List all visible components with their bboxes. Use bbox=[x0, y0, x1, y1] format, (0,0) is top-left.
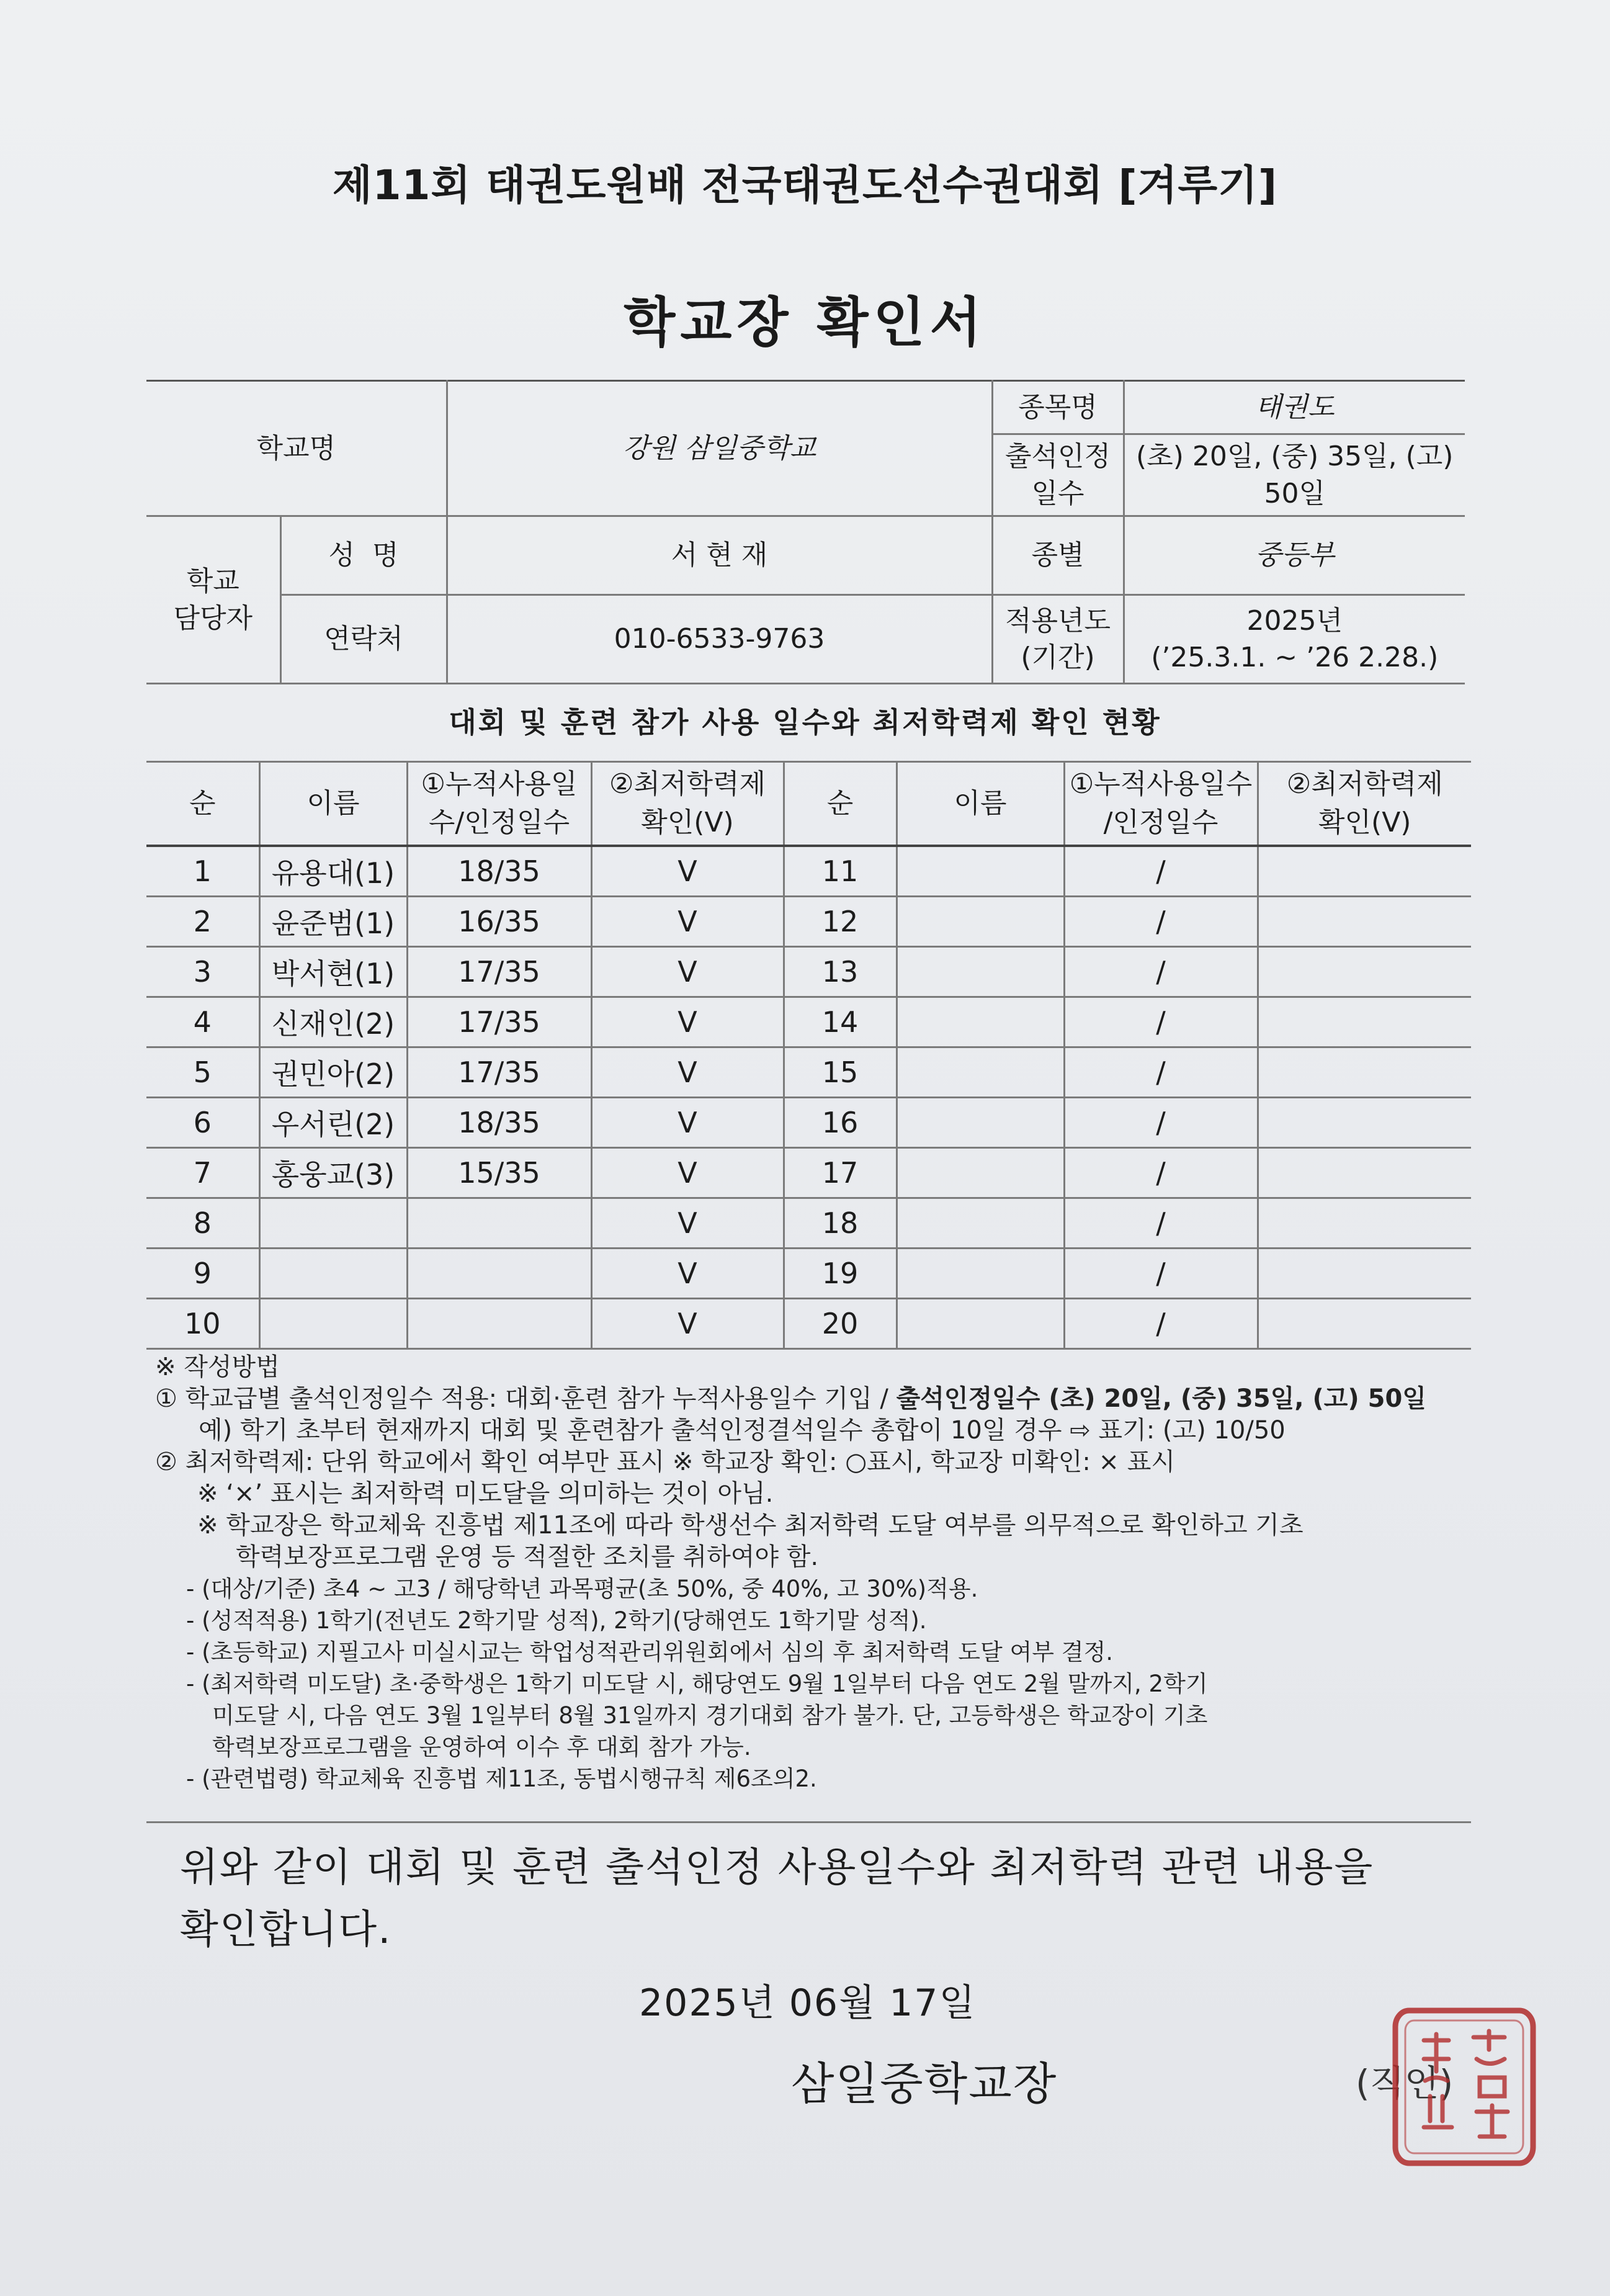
row-days-2: / bbox=[1064, 846, 1258, 897]
row-name-2 bbox=[897, 1047, 1064, 1098]
row-days-2: / bbox=[1064, 1249, 1258, 1299]
note-1-text: ① 학교급별 출석인정일수 적용: 대회·훈련 참가 누적사용일수 기입 / bbox=[155, 1384, 897, 1413]
row-check-2 bbox=[1258, 1299, 1471, 1349]
table-row bbox=[146, 1047, 1471, 1098]
table-row bbox=[146, 1249, 1471, 1299]
name-value: 서 현 재 bbox=[447, 516, 992, 595]
row-days-2: / bbox=[1064, 1047, 1258, 1098]
row-no: 1 bbox=[146, 846, 259, 897]
col-days bbox=[407, 762, 591, 846]
table-row bbox=[146, 897, 1471, 947]
row-no-2: 13 bbox=[784, 947, 897, 997]
row-days bbox=[407, 1198, 591, 1249]
col-days-line2: 수/인정일수 bbox=[428, 807, 570, 838]
notes-heading: ※ 작성방법 bbox=[155, 1353, 280, 1381]
issue-date: 2025년 06월 17일 bbox=[639, 1981, 977, 2025]
year-label bbox=[992, 595, 1124, 684]
row-check-2 bbox=[1258, 1148, 1471, 1198]
table-row bbox=[146, 947, 1471, 997]
col-name: 이름 bbox=[259, 762, 407, 846]
row-name-2 bbox=[897, 846, 1064, 897]
row-days: 18/35 bbox=[407, 1098, 591, 1148]
table-row bbox=[146, 1148, 1471, 1198]
detail-3: - (초등학교) 지필고사 미실시교는 학업성적관리위원회에서 심의 후 최저학력 도달 여부 결정. bbox=[186, 1639, 1114, 1666]
row-name: 권민아(2) bbox=[259, 1047, 407, 1098]
detail-4-line3: 학력보장프로그램을 운영하여 이수 후 대회 참가 가능. bbox=[212, 1734, 751, 1760]
school-info-table bbox=[146, 380, 1465, 684]
row-check: V bbox=[591, 1249, 784, 1299]
row-name: 우서린(2) bbox=[259, 1098, 407, 1148]
status-table bbox=[146, 761, 1471, 1350]
row-days bbox=[407, 1299, 591, 1349]
school-value: 강원 삼일중학교 bbox=[447, 381, 992, 516]
row-days-2: / bbox=[1064, 897, 1258, 947]
row-name: 윤준범(1) bbox=[259, 897, 407, 947]
attendance-value: (초) 20일, (중) 35일, (고) 50일 bbox=[1124, 434, 1465, 516]
detail-5: - (관련법령) 학교체육 진흥법 제11조, 동법시행규칙 제6조의2. bbox=[186, 1765, 817, 1792]
row-no-2: 19 bbox=[784, 1249, 897, 1299]
principal-title: 삼일중학교장 bbox=[791, 2058, 1058, 2110]
row-check-2 bbox=[1258, 1198, 1471, 1249]
row-days-2: / bbox=[1064, 947, 1258, 997]
row-check-2 bbox=[1258, 897, 1471, 947]
row-no-2: 18 bbox=[784, 1198, 897, 1249]
division-value: 중등부 bbox=[1124, 516, 1465, 595]
row-days: 17/35 bbox=[407, 1047, 591, 1098]
event-value: 태권도 bbox=[1124, 381, 1465, 434]
col-no-2: 순 bbox=[784, 762, 897, 846]
row-name-2 bbox=[897, 1198, 1064, 1249]
row-days bbox=[407, 1249, 591, 1299]
col-check-line1: ②최저학력제 bbox=[609, 768, 766, 800]
row-check: V bbox=[591, 846, 784, 897]
attendance-label bbox=[992, 434, 1124, 516]
year-period: (’25.3.1. ~ ’26 2.28.) bbox=[1151, 642, 1439, 673]
row-check-2 bbox=[1258, 1249, 1471, 1299]
row-no-2: 20 bbox=[784, 1299, 897, 1349]
note-2-b2: 학력보장프로그램 운영 등 적절한 조치를 취하여야 함. bbox=[236, 1543, 819, 1571]
row-days: 15/35 bbox=[407, 1148, 591, 1198]
contest-title: 제11회 태권도원배 전국태권도선수권대회 [겨루기] bbox=[332, 161, 1278, 209]
row-no: 9 bbox=[146, 1249, 259, 1299]
row-no-2: 16 bbox=[784, 1098, 897, 1148]
table-row bbox=[146, 846, 1471, 897]
confirmation-line1: 위와 같이 대회 및 훈련 출석인정 사용일수와 최저학력 관련 내용을 bbox=[180, 1845, 1374, 1891]
row-days: 18/35 bbox=[407, 846, 591, 897]
detail-4-line2: 미도달 시, 다음 연도 3월 1일부터 8월 31일까지 경기대회 참가 불가. 단, 고등학생은 학교장이 기초 bbox=[212, 1702, 1208, 1729]
row-days-2: / bbox=[1064, 1198, 1258, 1249]
year-label-line1: 적용년도 bbox=[1004, 604, 1111, 637]
event-label: 종목명 bbox=[992, 381, 1124, 434]
col-days-2-line1: ①누적사용일수 bbox=[1069, 768, 1253, 800]
writing-instructions bbox=[155, 1352, 1477, 1795]
col-check-line2: 확인(V) bbox=[641, 807, 734, 838]
attendance-label-line2: 일수 bbox=[1031, 477, 1085, 509]
row-days: 17/35 bbox=[407, 997, 591, 1047]
row-name-2 bbox=[897, 1148, 1064, 1198]
contact-label-line2: 담당자 bbox=[173, 602, 253, 634]
row-name-2 bbox=[897, 947, 1064, 997]
note-2-b1: ※ 학교장은 학교체육 진흥법 제11조에 따라 학생선수 최저학력 도달 여부를 의무적으로 확인하고 기초 bbox=[197, 1511, 1304, 1540]
row-no: 2 bbox=[146, 897, 259, 947]
contact-label-line1: 학교 bbox=[186, 565, 239, 598]
confirmation-statement bbox=[180, 1837, 1470, 1961]
confirmation-line2: 확인합니다. bbox=[180, 1907, 392, 1953]
row-name-2 bbox=[897, 1249, 1064, 1299]
row-days: 17/35 bbox=[407, 947, 591, 997]
name-label: 성 명 bbox=[280, 516, 447, 595]
col-check-2-line2: 확인(V) bbox=[1318, 807, 1411, 838]
col-no: 순 bbox=[146, 762, 259, 846]
row-name-2 bbox=[897, 997, 1064, 1047]
closing-divider bbox=[146, 1821, 1471, 1823]
table-row bbox=[146, 1198, 1471, 1249]
row-check: V bbox=[591, 1299, 784, 1349]
row-check: V bbox=[591, 947, 784, 997]
row-days-2: / bbox=[1064, 1299, 1258, 1349]
row-no: 8 bbox=[146, 1198, 259, 1249]
row-check: V bbox=[591, 1098, 784, 1148]
row-check: V bbox=[591, 997, 784, 1047]
row-no: 4 bbox=[146, 997, 259, 1047]
seal-mark: (직인) bbox=[1356, 2062, 1454, 2104]
row-no: 7 bbox=[146, 1148, 259, 1198]
row-no-2: 15 bbox=[784, 1047, 897, 1098]
school-label: 학교명 bbox=[146, 381, 447, 516]
year-label-line2: (기간) bbox=[1021, 642, 1095, 673]
row-no: 6 bbox=[146, 1098, 259, 1148]
detail-2: - (성적적용) 1학기(전년도 2학기말 성적), 2학기(당해연도 1학기말 성적). bbox=[186, 1607, 927, 1634]
row-name: 유용대(1) bbox=[259, 846, 407, 897]
row-no-2: 12 bbox=[784, 897, 897, 947]
row-no: 10 bbox=[146, 1299, 259, 1349]
note-1-bold: 출석인정일수 (초) 20일, (중) 35일, (고) 50일 bbox=[896, 1384, 1426, 1413]
row-name-2 bbox=[897, 897, 1064, 947]
row-check-2 bbox=[1258, 846, 1471, 897]
row-days-2: / bbox=[1064, 997, 1258, 1047]
col-check-2 bbox=[1258, 762, 1471, 846]
row-no-2: 14 bbox=[784, 997, 897, 1047]
table-row bbox=[146, 997, 1471, 1047]
status-section-title: 대회 및 훈련 참가 사용 일수와 최저학력제 확인 현황 bbox=[449, 706, 1161, 739]
row-name bbox=[259, 1249, 407, 1299]
detail-1: - (대상/기준) 초4 ~ 고3 / 해당학년 과목평균(초 50%, 중 40%, 고 30%)적용. bbox=[186, 1576, 978, 1602]
row-name-2 bbox=[897, 1299, 1064, 1349]
phone-value: 010-6533-9763 bbox=[447, 595, 992, 684]
row-no-2: 17 bbox=[784, 1148, 897, 1198]
table-row bbox=[146, 1098, 1471, 1148]
row-name bbox=[259, 1198, 407, 1249]
table-row bbox=[146, 1299, 1471, 1349]
year-value bbox=[1124, 595, 1465, 684]
note-1-example: 예) 학기 초부터 현재까지 대회 및 훈련참가 출석인정결석일수 총합이 10일 경우 ⇨ 표기: (고) 10/50 bbox=[199, 1416, 1286, 1445]
row-check-2 bbox=[1258, 1098, 1471, 1148]
row-name bbox=[259, 1299, 407, 1349]
row-check: V bbox=[591, 897, 784, 947]
row-name: 홍웅교(3) bbox=[259, 1148, 407, 1198]
year-value-line1: 2025년 bbox=[1246, 604, 1343, 637]
note-2: ② 최저학력제: 단위 학교에서 확인 여부만 표시 ※ 학교장 확인: ○표시, 학교장 미확인: × 표시 bbox=[155, 1448, 1176, 1476]
note-2-a: ※ ‘×’ 표시는 최저학력 미도달을 의미하는 것이 아님. bbox=[197, 1479, 774, 1508]
col-days-2 bbox=[1064, 762, 1258, 846]
row-check: V bbox=[591, 1047, 784, 1098]
col-name-2: 이름 bbox=[897, 762, 1064, 846]
row-days-2: / bbox=[1064, 1148, 1258, 1198]
row-check-2 bbox=[1258, 947, 1471, 997]
col-check bbox=[591, 762, 784, 846]
row-days: 16/35 bbox=[407, 897, 591, 947]
row-name: 박서현(1) bbox=[259, 947, 407, 997]
row-days-2: / bbox=[1064, 1098, 1258, 1148]
row-check: V bbox=[591, 1198, 784, 1249]
row-name: 신재인(2) bbox=[259, 997, 407, 1047]
phone-label: 연락처 bbox=[280, 595, 447, 684]
document-title: 학교장 확인서 bbox=[624, 292, 986, 354]
status-header-row bbox=[146, 762, 1471, 846]
row-check-2 bbox=[1258, 997, 1471, 1047]
row-no: 3 bbox=[146, 947, 259, 997]
official-seal-icon bbox=[1387, 2003, 1542, 2172]
division-label: 종별 bbox=[992, 516, 1124, 595]
row-no-2: 11 bbox=[784, 846, 897, 897]
col-days-line1: ①누적사용일 bbox=[421, 768, 578, 800]
contact-label bbox=[146, 516, 280, 684]
row-check: V bbox=[591, 1148, 784, 1198]
detail-4-line1: - (최저학력 미도달) 초·중학생은 1학기 미도달 시, 해당연도 9월 1일부터 다음 연도 2월 말까지, 2학기 bbox=[186, 1670, 1208, 1697]
attendance-label-line1: 출석인정 bbox=[1004, 441, 1111, 473]
row-name-2 bbox=[897, 1098, 1064, 1148]
row-check-2 bbox=[1258, 1047, 1471, 1098]
col-check-2-line1: ②최저학력제 bbox=[1286, 768, 1443, 800]
note-1 bbox=[155, 1383, 1477, 1415]
col-days-2-line2: /인정일수 bbox=[1103, 807, 1219, 838]
row-no: 5 bbox=[146, 1047, 259, 1098]
